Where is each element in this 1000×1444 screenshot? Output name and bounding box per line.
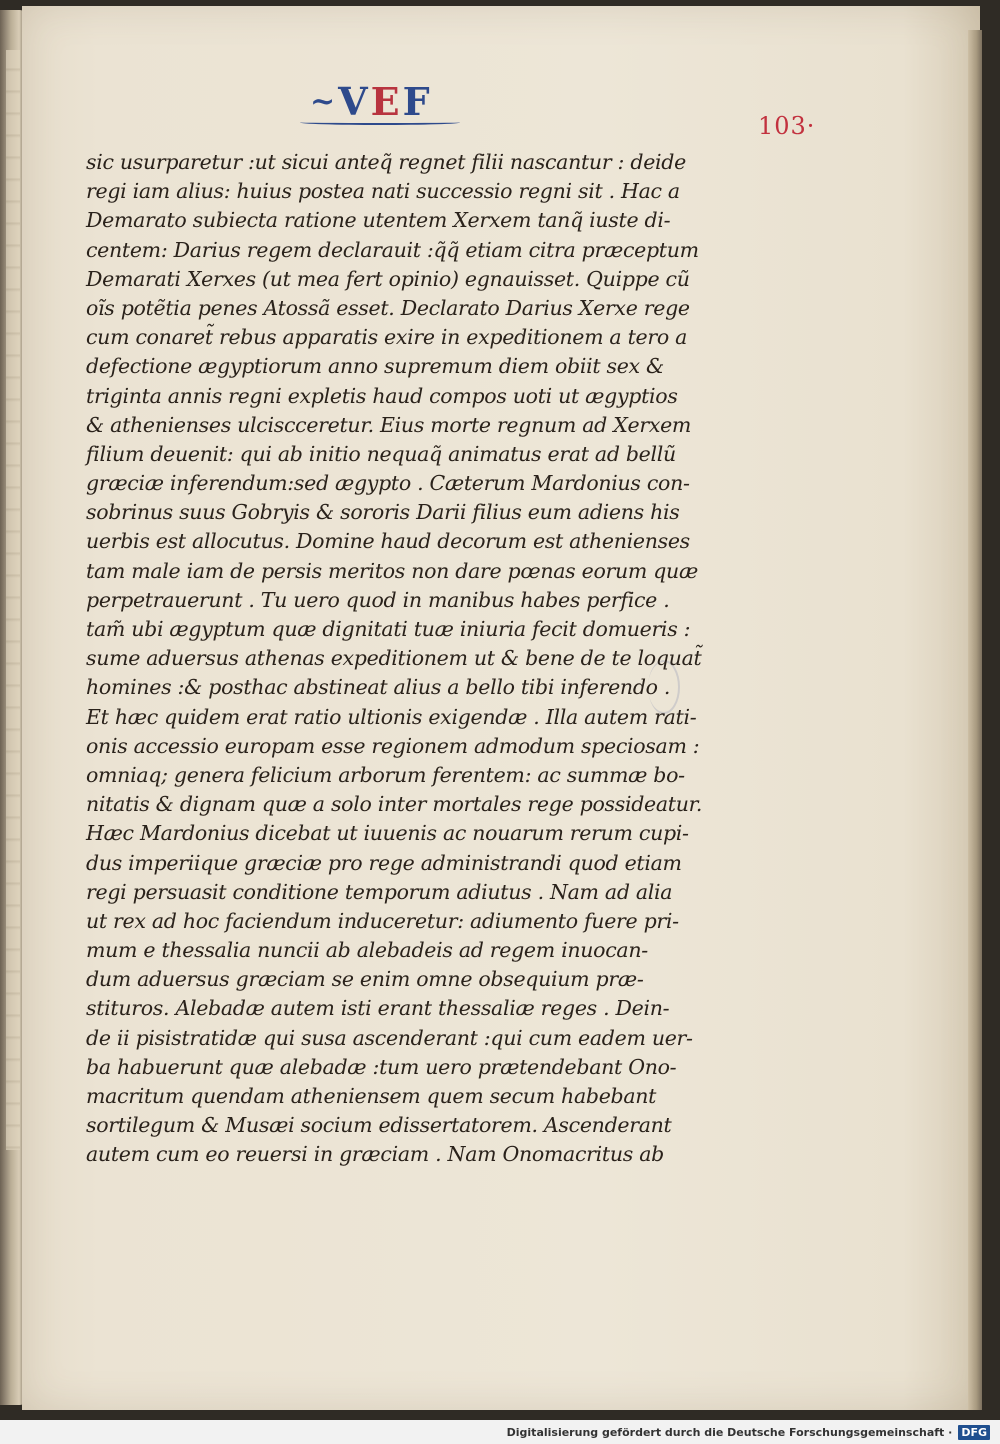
text-line: regi iam alius: huius postea nati successio regni sit . Hac a [86, 179, 680, 204]
text-line: de ii pisistratidæ qui susa ascenderant :qui cum eadem uer- [86, 1025, 693, 1050]
text-line: defectione ægyptiorum anno supremum diem obiit sex & [86, 354, 664, 379]
text-line: sobrinus suus Gobryis & sororis Darii filius eum adiens his [86, 500, 680, 525]
text-line: mum e thessalia nuncii ab alebadeis ad regem inuocan- [86, 938, 648, 963]
text-line: oĩs potẽtia penes Atossã esset. Declarato Darius Xerxe rege [86, 295, 690, 320]
text-line: centem: Darius regem declarauit :q̃q̃ etiam citra præceptum [86, 237, 699, 262]
text-line: filium deuenit: qui ab initio nequaq̃ animatus erat ad bellũ [86, 441, 676, 466]
text-line: tam male iam de persis meritos non dare pœnas eorum quæ [86, 558, 698, 583]
funding-credit: Digitalisierung gefördert durch die Deutsche Forschungsgemeinschaft · [506, 1425, 953, 1439]
text-line: macritum quendam atheniensem quem secum habebant [86, 1084, 657, 1108]
flourish-mark: ~ [310, 83, 337, 119]
text-line: ut rex ad hoc faciendum induceretur: adiumento fuere pri- [86, 908, 679, 933]
text-line: sume aduersus athenas expeditionem ut & bene de te loquat̃ [86, 646, 702, 671]
text-line: uerbis est allocutus. Domine haud decorum est athenienses [86, 529, 690, 554]
text-line: & athenienses ulciscceretur. Eius morte regnum ad Xerxem [86, 412, 692, 437]
text-line: dum aduersus græciam se enim omne obsequium præ- [86, 967, 644, 992]
facing-page-edge [0, 10, 24, 1405]
text-line: homines :& posthac abstineat alius a bello tibi inferendo . [86, 675, 671, 700]
dfg-logo [958, 1425, 990, 1440]
text-line: triginta annis regni expletis haud compos uoti ut ægyptios [86, 383, 678, 408]
text-line: Hæc Mardonius dicebat ut iuuenis ac nouarum rerum cupi- [86, 821, 689, 846]
initial-1: V [338, 78, 369, 124]
text-column [86, 148, 703, 1170]
running-head-initials [310, 78, 431, 124]
text-line: ba habuerunt quæ alebadæ :tum uero prætendebant Ono- [86, 1054, 677, 1079]
text-line: perpetrauerunt . Tu uero quod in manibus habes perfice . [86, 587, 670, 612]
text-line: nitatis & dignam quæ a solo inter mortales rege possideatur. [86, 792, 703, 817]
dfg-logo-text: DFG [958, 1425, 990, 1440]
text-line: Demarati Xerxes (ut mea fert opinio) egnauisset. Quippe cũ [86, 266, 690, 291]
text-line: Et hæc quidem erat ratio ultionis exigendæ . Illa autem rati- [86, 704, 697, 729]
text-line: sortilegum & Musæi socium edissertatorem. Ascenderant [86, 1113, 672, 1138]
text-line: omniaq; genera felicium arborum ferentem: ac summæ bo- [86, 762, 685, 787]
text-line: tam̃ ubi ægyptum quæ dignitati tuæ iniuria fecit domueris : [86, 617, 691, 641]
text-line: onis accessio europam esse regionem admodum speciosam : [86, 733, 700, 758]
initial-3: F [402, 78, 431, 124]
text-line: Demarato subiecta ratione utentem Xerxem tanq̃ iuste di- [86, 208, 671, 233]
digitization-footer [0, 1420, 1000, 1444]
running-head-flourish [300, 120, 460, 125]
text-line: cum conaret̃ rebus apparatis exire in expeditionem a tero a [86, 325, 688, 350]
folio-number: 103· [758, 112, 816, 140]
text-line: græciæ inferendum:sed ægypto . Cæterum Mardonius con- [86, 471, 690, 496]
page-stack-edge [968, 30, 982, 1410]
text-line: dus imperiique græciæ pro rege administrandi quod etiam [86, 850, 682, 875]
facing-page-text-strip [6, 50, 20, 1150]
text-line: regi persuasit conditione temporum adiutus . Nam ad alia [86, 879, 673, 904]
initial-2: E [370, 78, 401, 124]
text-line: stituros. Alebadæ autem isti erant thessaliæ reges . Dein- [86, 996, 670, 1021]
text-line: autem cum eo reuersi in græciam . Nam Onomacritus ab [86, 1142, 664, 1167]
text-line: sic usurparetur :ut sicui anteq̃ regnet filii nascantur : deide [86, 150, 686, 174]
